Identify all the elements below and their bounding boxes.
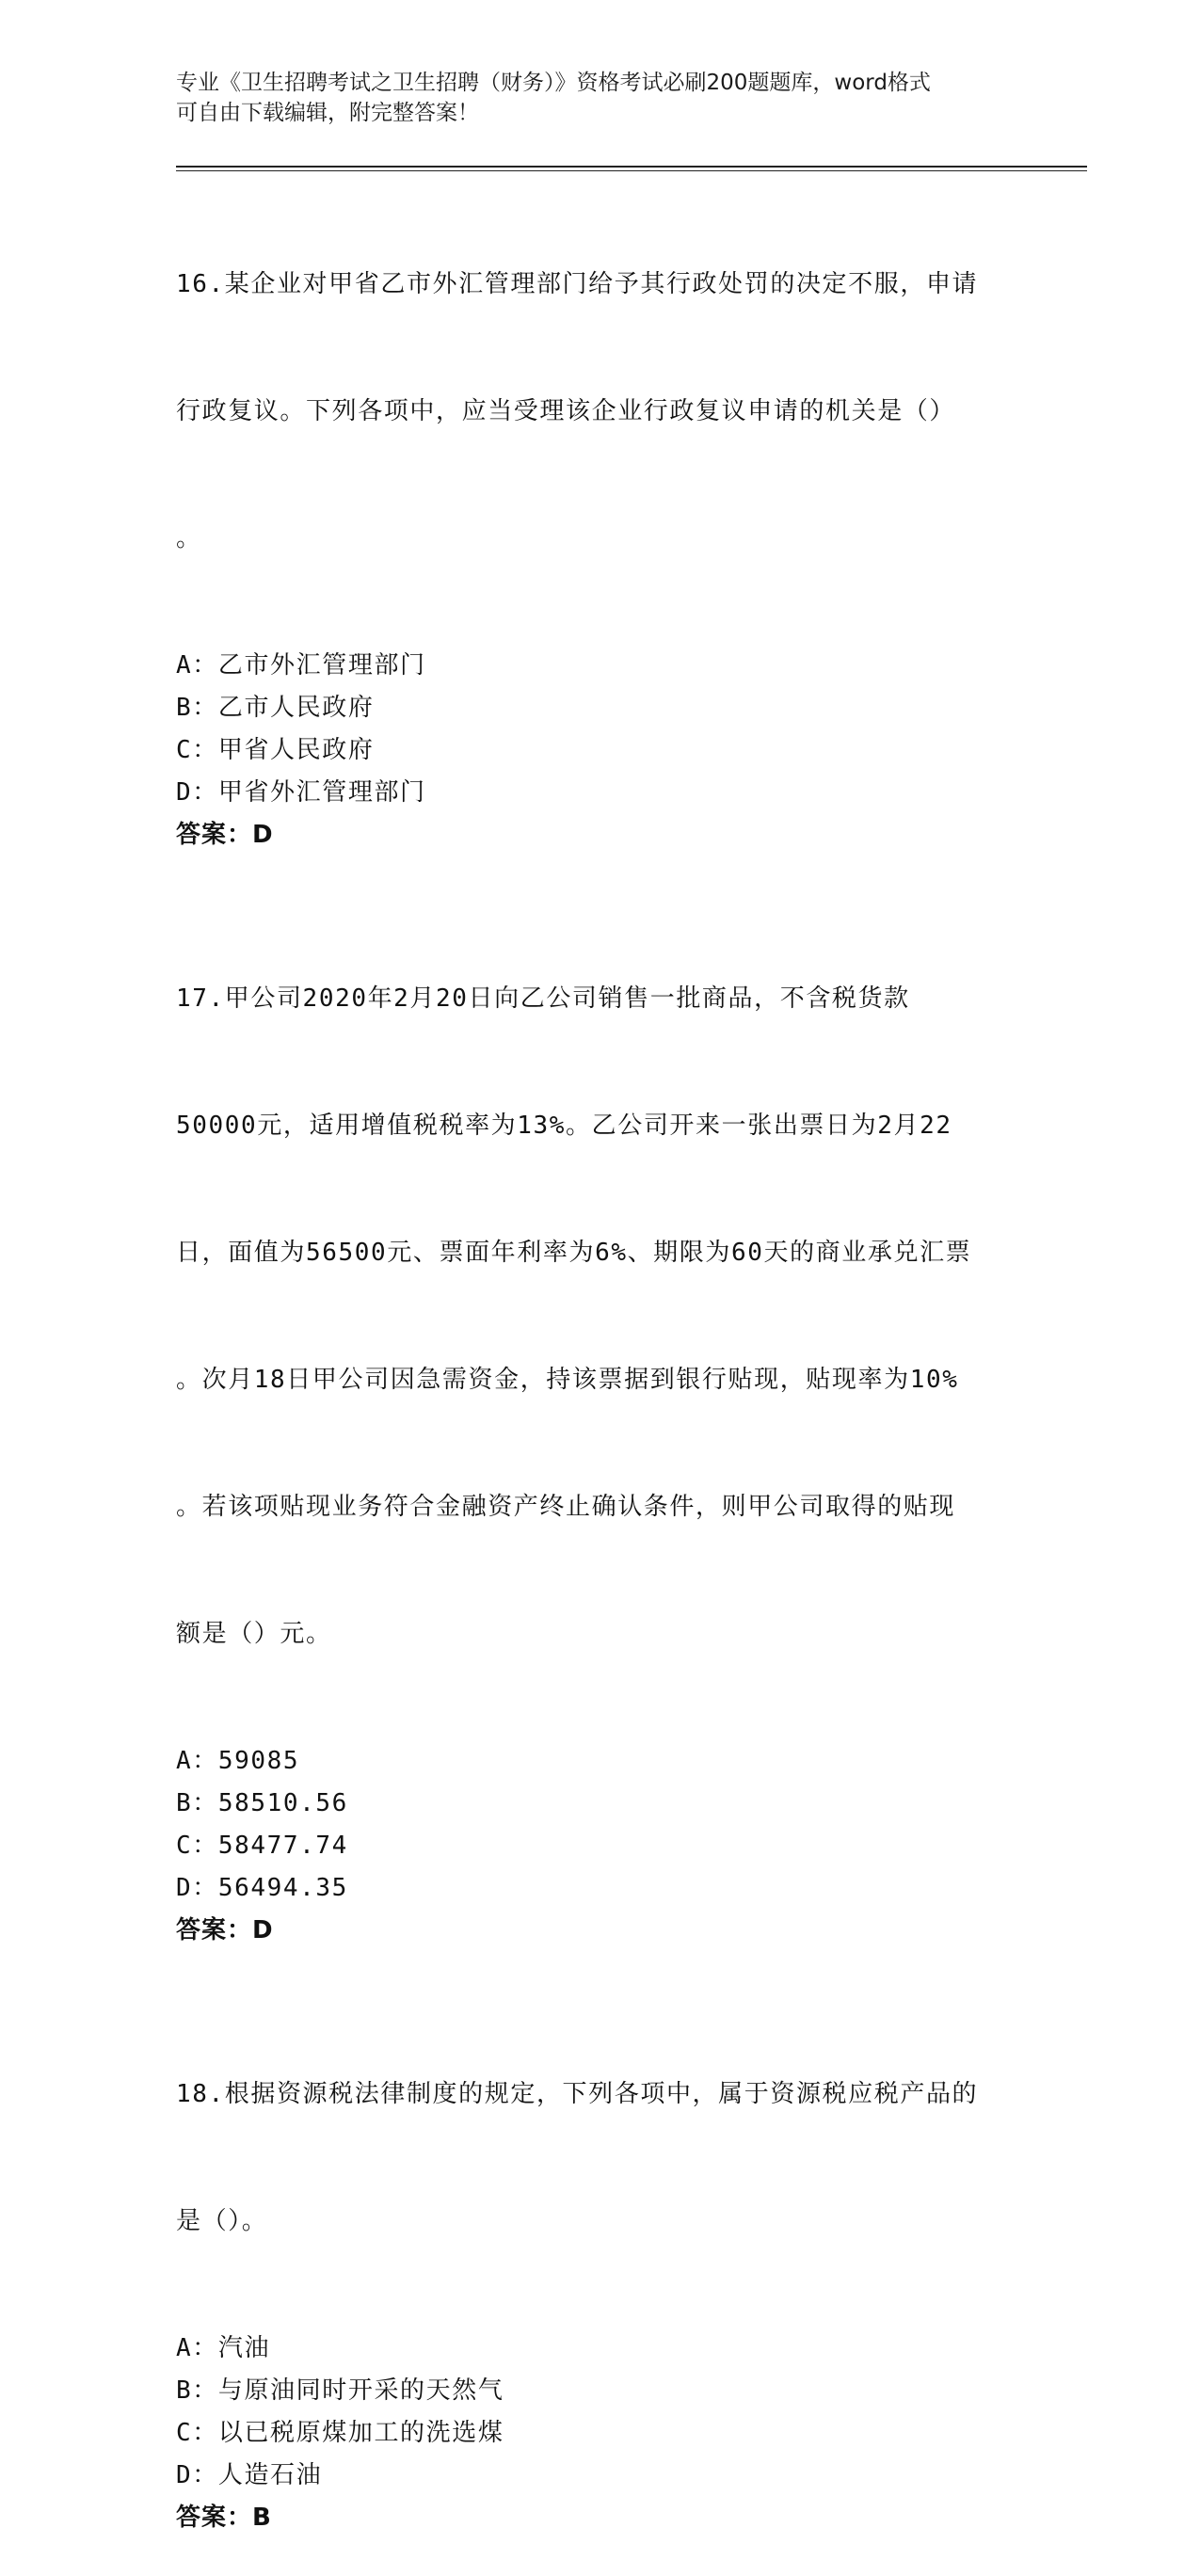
stem-line: 18.根据资源税法律制度的规定，下列各项中，属于资源税应税产品的 bbox=[176, 2080, 979, 2108]
stem-line: 50000元，适用增值税税率为13%。乙公司开来一张出票日为2月22 bbox=[176, 1112, 952, 1140]
option-b: B：乙市人民政府 bbox=[176, 694, 375, 722]
option-d: D：人造石油 bbox=[176, 2461, 323, 2489]
option-c: C：甲省人民政府 bbox=[176, 736, 375, 764]
question-stem bbox=[176, 179, 1023, 645]
question-17 bbox=[176, 893, 1023, 1952]
question-stem bbox=[176, 893, 1023, 1740]
stem-line: 16.某企业对甲省乙市外汇管理部门给予其行政处罚的决定不服，申请 bbox=[176, 270, 979, 298]
document-header bbox=[176, 68, 1004, 128]
question-stem bbox=[176, 1989, 1023, 2328]
option-a: A：乙市外汇管理部门 bbox=[176, 651, 426, 680]
stem-line: 日，面值为56500元、票面年利率为6%、期限为60天的商业承兑汇票 bbox=[176, 1239, 972, 1267]
header-line-2: 可自由下载编辑，附完整答案！ bbox=[176, 101, 479, 125]
header-line-1: 专业《卫生招聘考试之卫生招聘（财务）》资格考试必刷200题题库，word格式 bbox=[176, 71, 931, 95]
option-b: B：与原油同时开采的天然气 bbox=[176, 2376, 504, 2405]
option-d: D：56494.35 bbox=[176, 1874, 348, 1902]
stem-line: 。次月18日甲公司因急需资金，持该票据到银行贴现，贴现率为10% bbox=[176, 1366, 959, 1394]
stem-line: 17.甲公司2020年2月20日向乙公司销售一批商品，不含税货款 bbox=[176, 984, 910, 1013]
question-18 bbox=[176, 1989, 1023, 2539]
option-c: C：58477.74 bbox=[176, 1832, 348, 1860]
stem-line: 。若该项贴现业务符合金融资产终止确认条件，则甲公司取得的贴现 bbox=[176, 1493, 956, 1521]
stem-line: 是（）。 bbox=[176, 2207, 268, 2235]
option-a: A：59085 bbox=[176, 1747, 300, 1775]
answer-label: 答案：B bbox=[176, 2504, 272, 2532]
question-16 bbox=[176, 179, 1023, 856]
header-divider-thin bbox=[176, 170, 1087, 171]
option-c: C：以已税原煤加工的洗选煤 bbox=[176, 2419, 504, 2447]
stem-line: 额是（）元。 bbox=[176, 1620, 332, 1648]
header-divider-thick bbox=[176, 166, 1087, 168]
stem-line: 行政复议。下列各项中，应当受理该企业行政复议申请的机关是（） bbox=[176, 397, 956, 425]
answer-label: 答案：D bbox=[176, 1916, 274, 1944]
option-a: A：汽油 bbox=[176, 2334, 271, 2362]
option-b: B：58510.56 bbox=[176, 1789, 348, 1817]
answer-label: 答案：D bbox=[176, 821, 274, 849]
option-d: D：甲省外汇管理部门 bbox=[176, 778, 426, 807]
stem-line: 。 bbox=[176, 524, 202, 552]
question-list bbox=[176, 179, 1023, 2576]
